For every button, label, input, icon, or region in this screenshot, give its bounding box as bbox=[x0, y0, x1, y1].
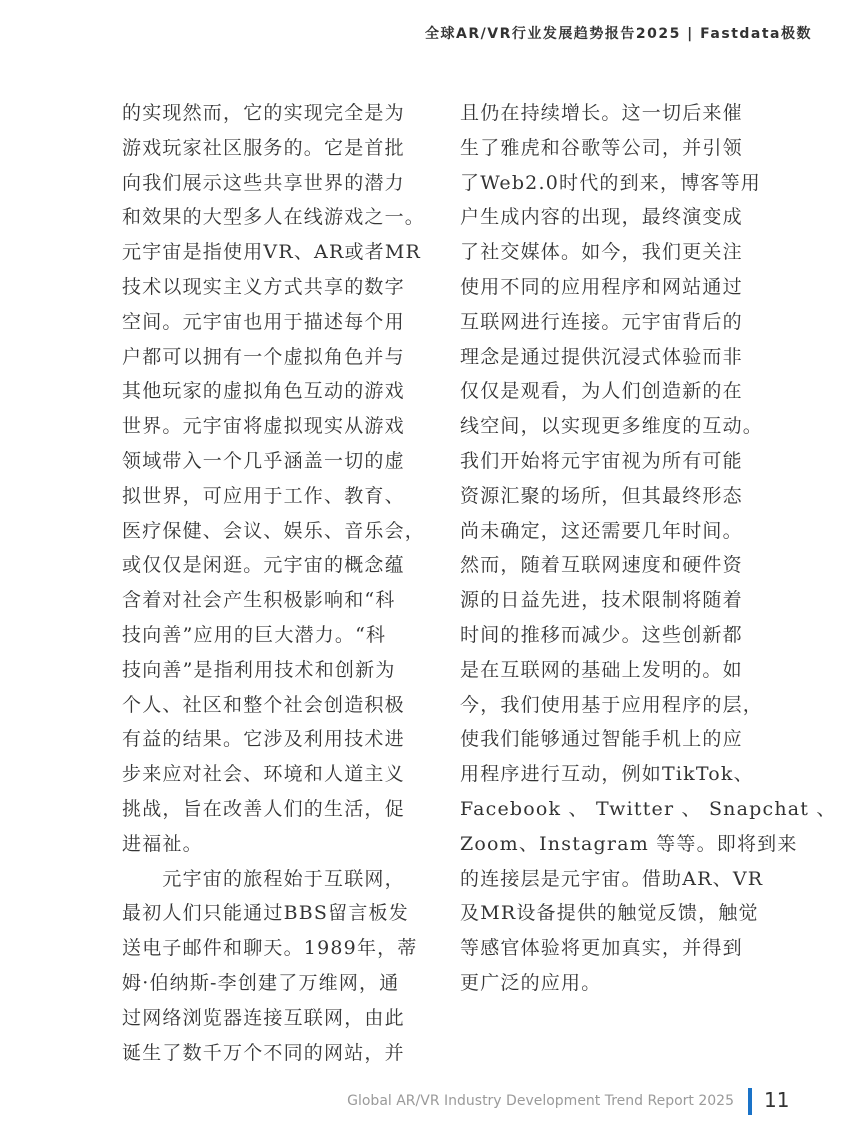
text-line: 的实现然而，它的实现完全是为 bbox=[122, 102, 405, 124]
text-line: 等感官体验将更加真实，并得到 bbox=[460, 937, 743, 960]
paragraph-start-line: 元宇宙的旅程始于互联网， bbox=[122, 867, 405, 890]
text-line: Facebook 、 Twitter 、 Snapchat 、 bbox=[460, 797, 837, 820]
text-line: 技向善”应用的巨大潜力。“科 bbox=[122, 623, 387, 646]
text-line: 技向善”是指利用技术和创新为 bbox=[122, 658, 396, 681]
text-line: 拟世界，可应用于工作、教育、 bbox=[122, 484, 405, 507]
text-line: 然而，随着互联网速度和硬件资 bbox=[460, 554, 743, 577]
text-line: 资源汇聚的场所，但其最终形态 bbox=[460, 484, 743, 507]
text-line: 过网络浏览器连接互联网，由此 bbox=[122, 1006, 405, 1029]
text-line: 户生成内容的出现，最终演变成 bbox=[460, 206, 743, 229]
text-line: 挑战，旨在改善人们的生活，促 bbox=[122, 797, 405, 820]
text-line: 了社交媒体。如今，我们更关注 bbox=[460, 241, 743, 264]
text-line: 世界。元宇宙将虚拟现实从游戏 bbox=[122, 415, 405, 438]
text-line: 步来应对社会、环境和人道主义 bbox=[122, 763, 405, 786]
text-line: 互联网进行连接。元宇宙背后的 bbox=[460, 310, 743, 333]
text-line: 游戏玩家社区服务的。它是首批 bbox=[122, 136, 405, 159]
text-line: 了Web2.0时代的到来，博客等用 bbox=[460, 171, 762, 194]
text-line: 使我们能够通过智能手机上的应 bbox=[460, 728, 743, 751]
text-line: 户都可以拥有一个虚拟角色并与 bbox=[122, 345, 405, 368]
text-line: 医疗保健、会议、娱乐、音乐会， bbox=[122, 519, 426, 542]
text-line: 线空间，以实现更多维度的互动。 bbox=[460, 415, 764, 438]
text-line: 向我们展示这些共享世界的潜力 bbox=[122, 171, 405, 194]
text-line: 更广泛的应用。 bbox=[460, 971, 602, 994]
text-line: 含着对社会产生积极影响和“科 bbox=[122, 589, 396, 612]
text-line: 和效果的大型多人在线游戏之一。 bbox=[122, 206, 426, 229]
text-line: 使用不同的应用程序和网站通过 bbox=[460, 275, 743, 298]
text-line: 理念是通过提供沉浸式体验而非 bbox=[460, 345, 743, 368]
text-line: 源的日益先进，技术限制将随着 bbox=[460, 589, 743, 612]
text-line: 空间。元宇宙也用于描述每个用 bbox=[122, 310, 405, 333]
text-line: 且仍在持续增长。这一切后来催 bbox=[460, 102, 743, 124]
text-column-left bbox=[122, 96, 462, 1070]
text-line: 用程序进行互动，例如TikTok、 bbox=[460, 763, 754, 786]
footer-accent-bar bbox=[748, 1088, 752, 1115]
text-line: 我们开始将元宇宙视为所有可能 bbox=[460, 449, 743, 472]
text-line: 元宇宙是指使用VR、AR或者MR bbox=[122, 241, 422, 264]
text-line: 及MR设备提供的触觉反馈，触觉 bbox=[460, 902, 759, 925]
footer-report-title: Global AR/VR Industry Development Trend Report 2025 bbox=[347, 1093, 734, 1109]
text-line: 仅仅是观看，为人们创造新的在 bbox=[460, 380, 743, 403]
text-line: 有益的结果。它涉及利用技术进 bbox=[122, 728, 405, 751]
text-line: 领域带入一个几乎涵盖一切的虚 bbox=[122, 449, 405, 472]
text-line: 个人、社区和整个社会创造积极 bbox=[122, 693, 405, 716]
text-line: Zoom、Instagram 等等。即将到来 bbox=[460, 832, 798, 855]
text-line: 是在互联网的基础上发明的。如 bbox=[460, 658, 743, 681]
text-line: 尚未确定，这还需要几年时间。 bbox=[460, 519, 743, 542]
text-line: 姆·伯纳斯-李创建了万维网，通 bbox=[122, 971, 400, 994]
text-line: 技术以现实主义方式共享的数字 bbox=[122, 275, 405, 298]
text-line: 生了雅虎和谷歌等公司，并引领 bbox=[460, 136, 743, 159]
text-line: 进福祉。 bbox=[122, 832, 203, 855]
text-column-right bbox=[460, 96, 837, 1001]
text-line: 其他玩家的虚拟角色互动的游戏 bbox=[122, 380, 405, 403]
text-line: 今，我们使用基于应用程序的层， bbox=[460, 693, 764, 716]
text-line: 时间的推移而减少。这些创新都 bbox=[460, 623, 743, 646]
text-line: 最初人们只能通过BBS留言板发 bbox=[122, 902, 409, 925]
text-line: 的连接层是元宇宙。借助AR、VR bbox=[460, 867, 764, 890]
page-number: 11 bbox=[764, 1088, 790, 1112]
text-line: 诞生了数千万个不同的网站，并 bbox=[122, 1041, 405, 1064]
text-line: 送电子邮件和聊天。1989年，蒂 bbox=[122, 937, 418, 960]
text-line: 或仅仅是闲逛。元宇宙的概念蕴 bbox=[122, 554, 405, 577]
running-header-title: 全球AR/VR行业发展趋势报告2025 | Fastdata极数 bbox=[425, 26, 812, 42]
